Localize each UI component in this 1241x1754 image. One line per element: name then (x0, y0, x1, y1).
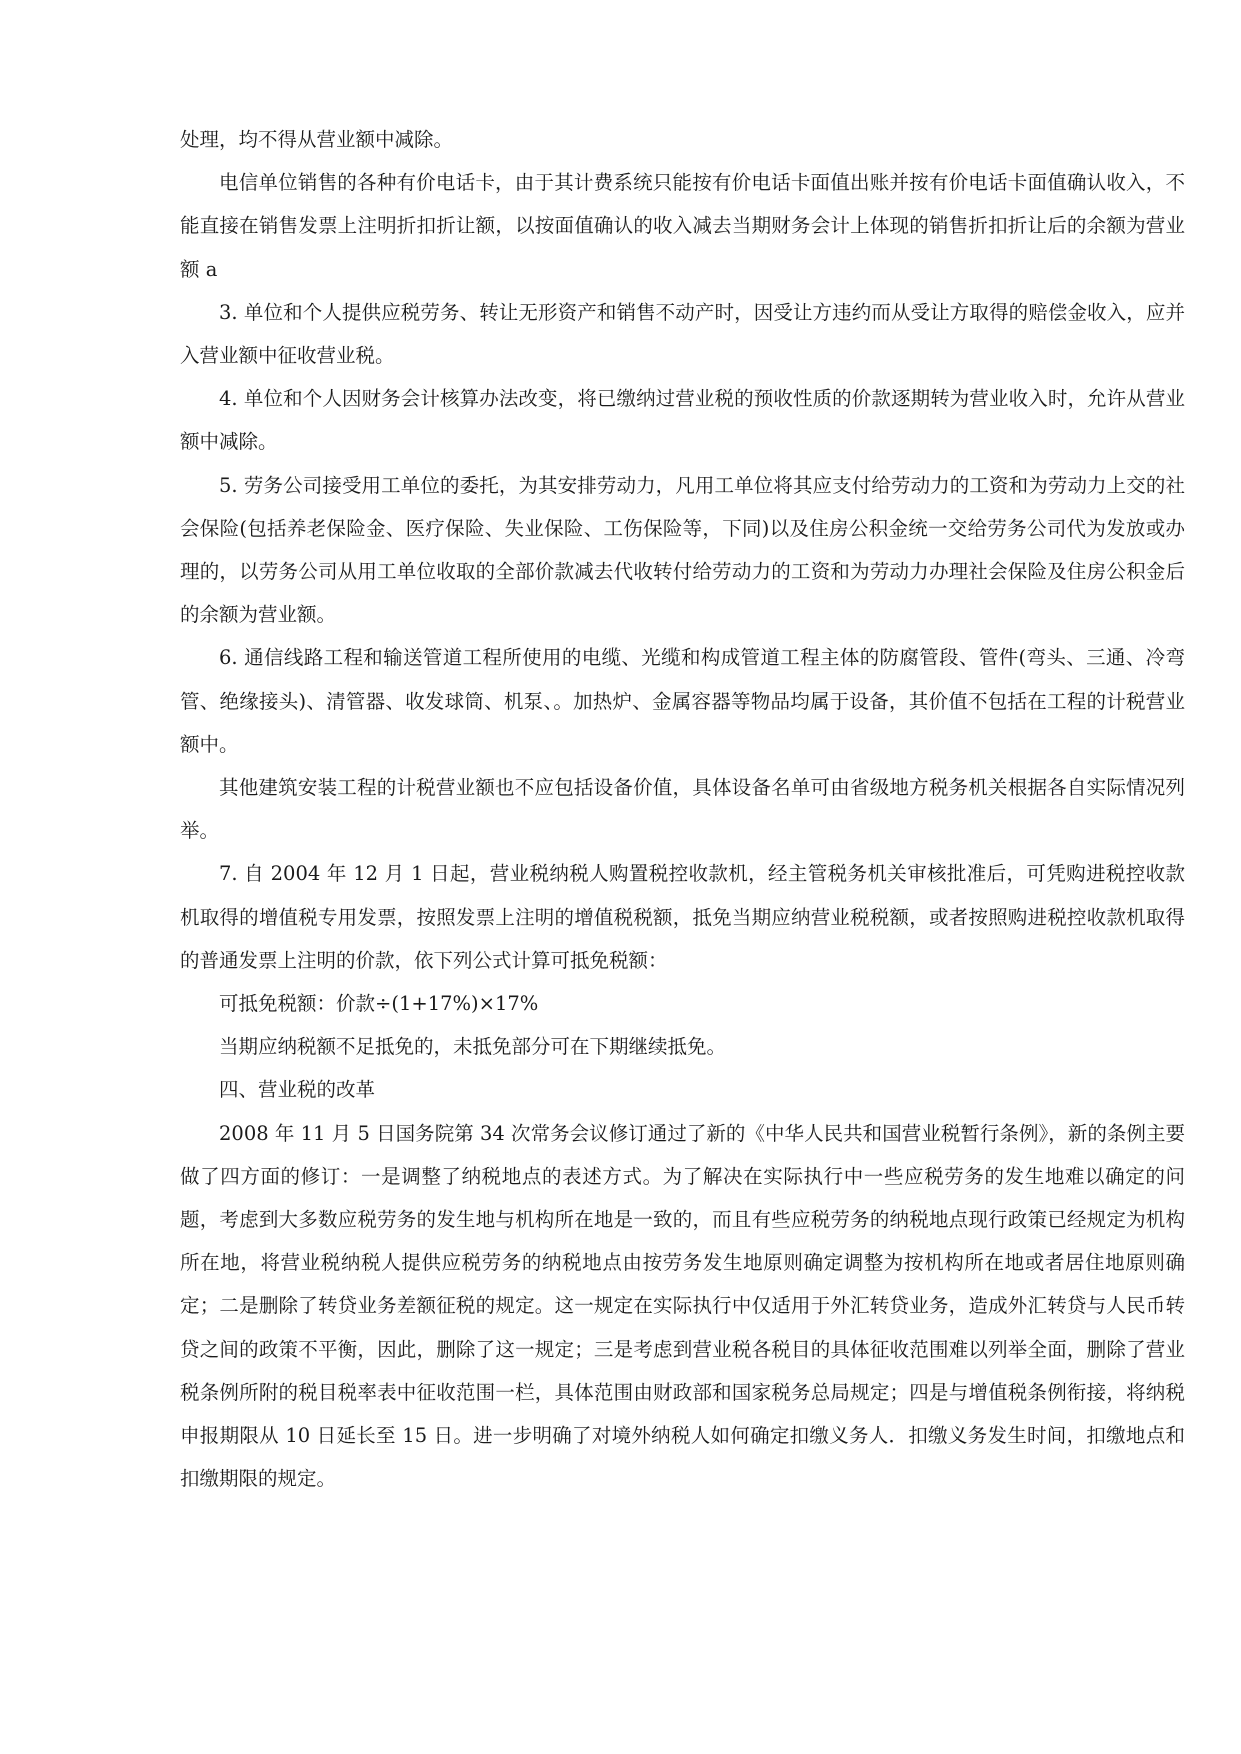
paragraph-formula: 可抵免税额：价款÷(1+17%)×17% (219, 992, 539, 1016)
document-page (180, 118, 1185, 1501)
paragraph-carryover: 当期应纳税额不足抵免的，未抵免部分可在下期继续抵免。 (219, 1035, 727, 1059)
paragraph-telecom-cards: 电信单位销售的各种有价电话卡，由于其计费系统只能按有价电话卡面值出账并按有价电话卡面值确认收入，不能直接在销售发票上注明折扣折让额，以按面值确认的收入减去当期财务会计上体现的销售折扣折让后的余额为营业额 a (180, 171, 1185, 281)
paragraph-item-6: 6. 通信线路工程和输送管道工程所使用的电缆、光缆和构成管道工程主体的防腐管段、管件(弯头、三通、冷弯管、绝缘接头)、清管器、收发球筒、机泵、。加热炉、金属容器等物品均属于设备，其价值不包括在工程的计税营业额中。 (180, 646, 1185, 756)
paragraph-continuation: 处理，均不得从营业额中减除。 (180, 128, 454, 151)
section-heading-reform: 四、营业税的改革 (219, 1078, 376, 1102)
paragraph-other-construction: 其他建筑安装工程的计税营业额也不应包括设备价值，具体设备名单可由省级地方税务机关根据各自实际情况列举。 (180, 776, 1185, 843)
paragraph-reform: 2008 年 11 月 5 日国务院第 34 次常务会议修订通过了新的《中华人民共和国营业税暂行条例》，新的条例主要做了四方面的修订：一是调整了纳税地点的表述方式。为了解决在实际执行中一些应税劳务的发生地难以确定的问题，考虑到大多数应税劳务的发生地与机构所在地是一致的，而且有些应税劳务的纳税地点现行政策已经规定为机构所在地，将营业税纳税人提供应税劳务的纳税地点由按劳务发生地原则确定调整为按机构所在地或者居住地原则确定；二是删除了转贷业务差额征税的规定。这一规定在实际执行中仅适用于外汇转贷业务，造成外汇转贷与人民币转贷之间的政策不平衡，因此，删除了这一规定；三是考虑到营业税各税目的具体征收范围难以列举全面，删除了营业税条例所附的税目税率表中征收范围一栏，具体范围由财政部和国家税务总局规定；四是与增值税条例衔接，将纳税申报期限从 10 日延长至 15 日。进一步明确了对境外纳税人如何确定扣缴义务人．扣缴义务发生时间，扣缴地点和扣缴期限的规定。 (180, 1121, 1185, 1491)
paragraph-item-5: 5. 劳务公司接受用工单位的委托，为其安排劳动力，凡用工单位将其应支付给劳动力的工资和为劳动力上交的社会保险(包括养老保险金、医疗保险、失业保险、工伤保险等，下同)以及住房公积金统一交给劳务公司代为发放或办理的，以劳务公司从用工单位收取的全部价款减去代收转付给劳动力的工资和为劳动力办理社会保险及住房公积金后的余额为营业额。 (180, 473, 1185, 627)
paragraph-item-3: 3. 单位和个人提供应税劳务、转让无形资产和销售不动产时，因受让方违约而从受让方取得的赔偿金收入，应并入营业额中征收营业税。 (180, 300, 1185, 368)
paragraph-item-7: 7. 自 2004 年 12 月 1 日起，营业税纳税人购置税控收款机，经主管税务机关审核批准后，可凭购进税控收款机取得的增值税专用发票，按照发票上注明的增值税税额，抵免当期应纳营业税税额，或者按照购进税控收款机取得的普通发票上注明的价款，依下列公式计算可抵免税额： (180, 862, 1185, 972)
paragraph-item-4: 4. 单位和个人因财务会计核算办法改变，将已缴纳过营业税的预收性质的价款逐期转为营业收入时，允许从营业额中减除。 (180, 387, 1185, 454)
